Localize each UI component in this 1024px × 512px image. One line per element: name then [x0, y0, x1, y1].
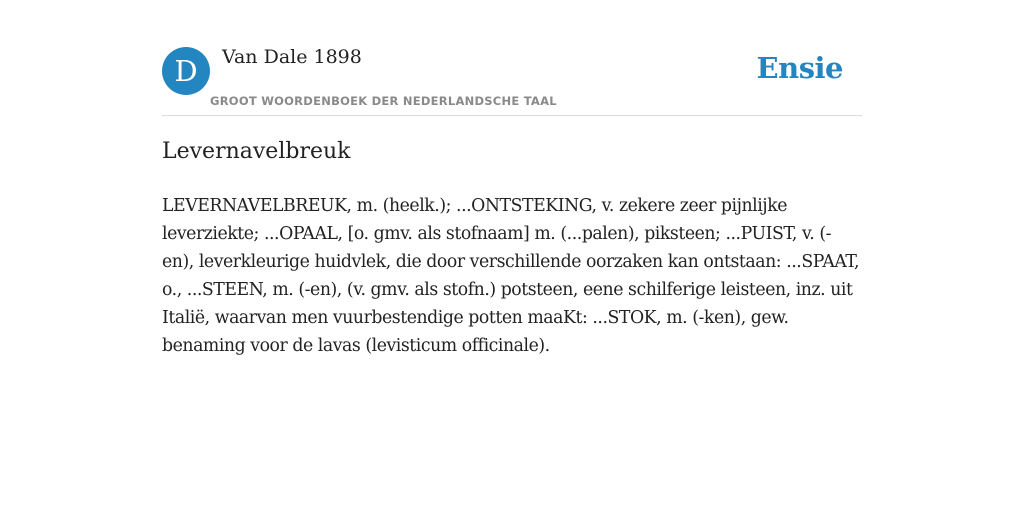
entry-title: Levernavelbreuk	[162, 139, 351, 164]
dictionary-logo[interactable]: D	[162, 47, 210, 95]
header	[162, 0, 862, 116]
page-container	[162, 0, 862, 356]
entry-definition: LEVERNAVELBREUK, m. (heelk.); ...ONTSTEKING, v. zekere zeer pijnlijke leverziekte; ...OPAAL, [o. gmv. als stofnaam] m. (...palen), piksteen; ...PUIST, v. (-en), leverkleurige huidvlek, die door verschillende oorzaken kan ontstaan: ...SPAAT, o., ...STEEN, m. (-en), (v. gmv. als stofn.) potsteen, eene schilferige leisteen, inz. uit Italië, waarvan men vuurbestendige potten maaKt: ...STOK, m. (-ken), gew. benaming voor de lavas (levisticum officinale).	[162, 196, 860, 356]
dictionary-title[interactable]: Van Dale 1898	[222, 46, 362, 68]
dictionary-subtitle: GROOT WOORDENBOEK DER NEDERLANDSCHE TAAL	[210, 94, 557, 108]
brand-logo[interactable]: Ensie	[756, 51, 843, 85]
